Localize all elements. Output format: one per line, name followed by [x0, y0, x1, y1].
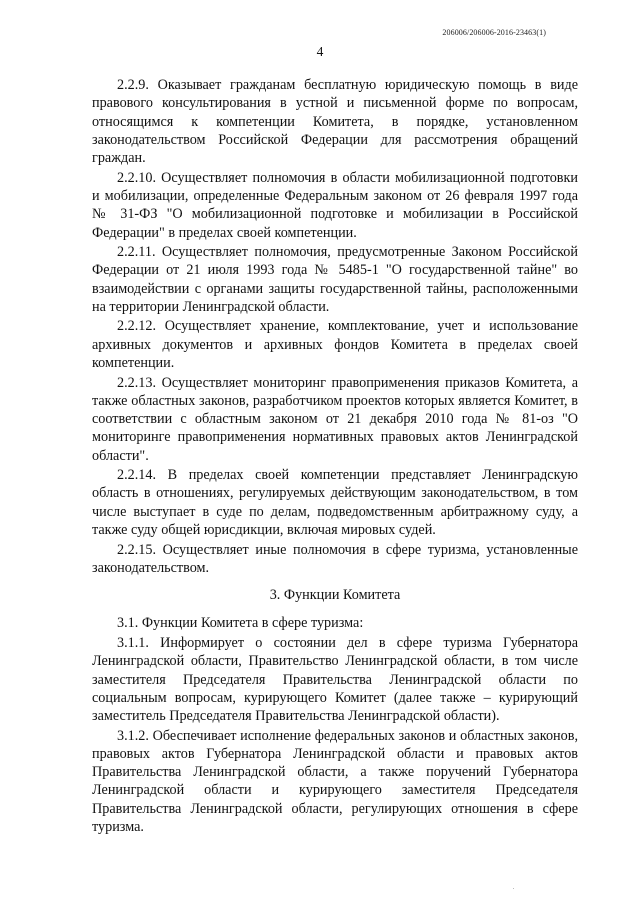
document-body	[92, 76, 578, 838]
paragraph-3-1: 3.1. Функции Комитета в сфере туризма:	[117, 615, 364, 632]
paragraph-2-2-10: 2.2.10. Осуществляет полномочия в области мобилизационной подготовки и мобилизации, определенные Федеральным законом от 26 февраля 1997 года № 31-ФЗ "О мобилизационной подготовке и мобилизации в Российской Федерации" в пределах своей компетенции.	[92, 169, 578, 241]
section-heading: 3. Функции Комитета	[269, 587, 401, 604]
paragraph-3-1-2: 3.1.2. Обеспечивает исполнение федеральных законов и областных законов, правовых актов Губернатора Ленинградской области и правовых актов Правительства Ленинградской области, а также поручений Губернатора Ленинградской области и курирующего заместителя Председателя Правительства Ленинградской области, регулирующих отношения в сфере туризма.	[92, 727, 578, 836]
paragraph-2-2-11: 2.2.11. Осуществляет полномочия, предусмотренные Законом Российской Федерации от 21 июля 1993 года № 5485-1 "О государственной тайне" во взаимодействии с органами защиты государственной тайны, расположенными на территории Ленинградской области.	[92, 244, 578, 315]
scan-speck	[513, 888, 514, 889]
paragraph-2-2-13: 2.2.13. Осуществляет мониторинг правоприменения приказов Комитета, а также областных законов, разработчиком проектов которых является Комитет, в соответствии с областным законом от 21 декабря 2010 года № 81-оз "О мониторинге правоприменения нормативных правовых актов Ленинградской области".	[92, 374, 578, 464]
document-code: 206006/206006-2016-23463(1)	[442, 28, 546, 37]
paragraph-2-2-9: 2.2.9. Оказывает гражданам бесплатную юридическую помощь в виде правового консультирования в устной и письменной форме по вопросам, относящимся к компетенции Комитета, в порядке, установленном законодательством Российской Федерации для рассмотрения обращений граждан.	[92, 77, 578, 167]
paragraph-2-2-12: 2.2.12. Осуществляет хранение, комплектование, учет и использование архивных документов и архивных фондов Комитета в пределах своей компетенции.	[92, 318, 578, 372]
paragraph-3-1-1: 3.1.1. Информирует о состоянии дел в сфере туризма Губернатора Ленинградской области, Правительство Ленинградской области, в том числе заместителя Председателя Правительства Ленинградской области по социальным вопросам, курирующего Комитет (далее также – курирующий заместитель Председателя Правительства Ленинградской области).	[92, 634, 578, 725]
paragraph-2-2-15: 2.2.15. Осуществляет иные полномочия в сфере туризма, установленные законодательством.	[92, 541, 578, 576]
page-number: 4	[316, 44, 324, 59]
paragraph-2-2-14: 2.2.14. В пределах своей компетенции представляет Ленинградскую область в отношениях, регулируемых действующим законодательством, в том числе выступает в суде по делам, подведомственным арбитражному суду, а также суду общей юрисдикции, включая мировых судей.	[92, 467, 578, 539]
